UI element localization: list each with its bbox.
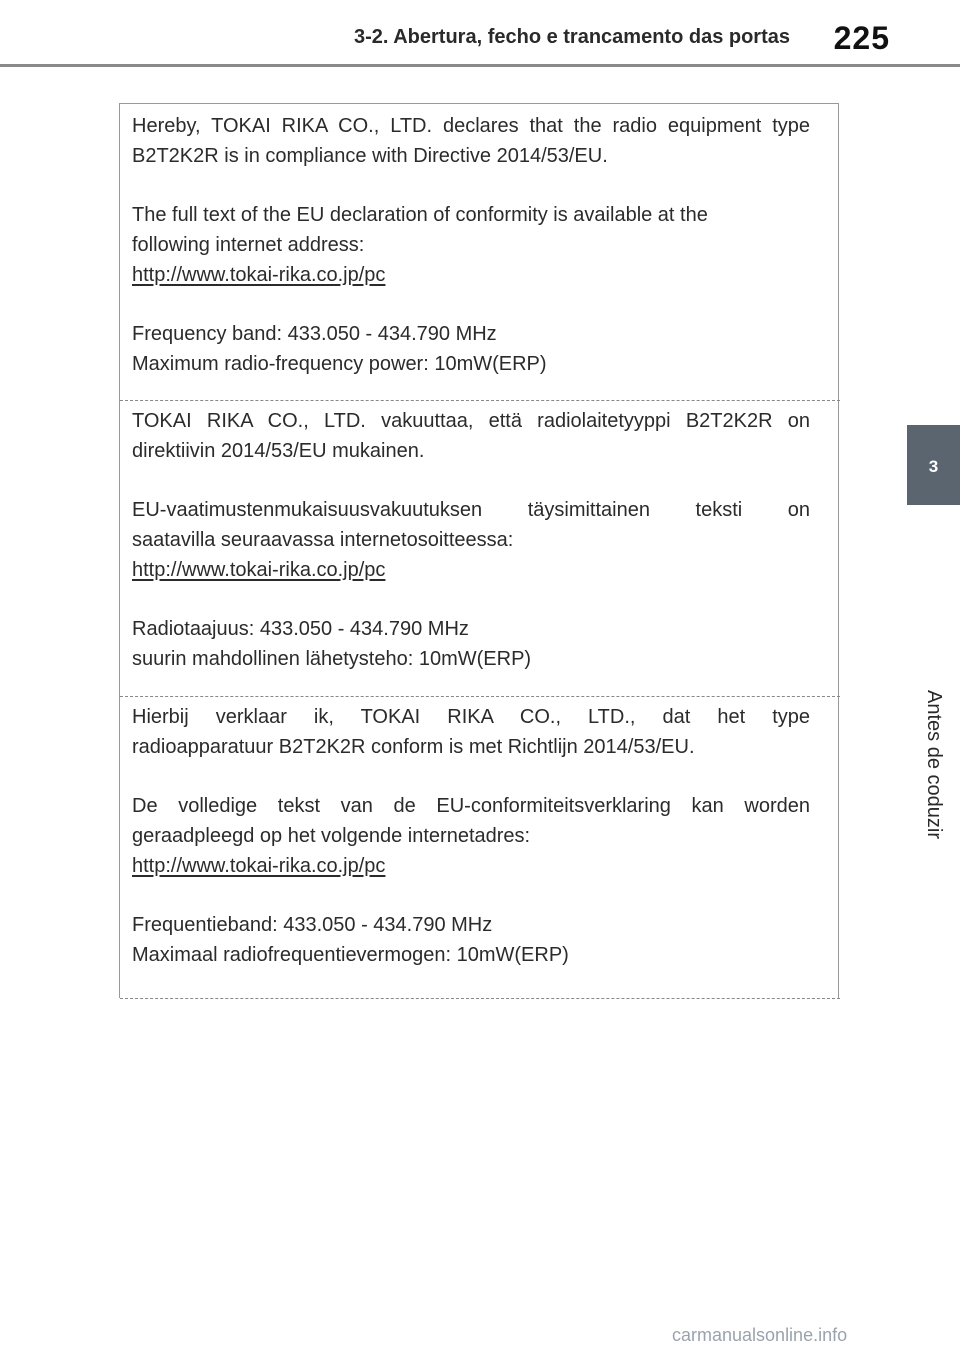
declaration-line: direktiivin 2014/53/EU mukainen.: [132, 440, 425, 462]
frequency-band-text: Frequency band: 433.050 - 434.790 MHz: [132, 323, 497, 345]
max-power-text: Maximum radio-frequency power: 10mW(ERP): [132, 353, 547, 375]
declaration-section-finnish: [120, 401, 840, 697]
declaration-line: Hierbij verklaar ik, TOKAI RIKA CO., LTD., dat het type: [132, 706, 810, 728]
max-power-text: suurin mahdollinen lähetysteho: 10mW(ERP): [132, 648, 532, 670]
fulltext-line: The full text of the EU declaration of conformity is available at the: [132, 204, 708, 226]
declaration-section-dutch: [120, 697, 840, 999]
site-watermark: carmanualsonline.info: [672, 1325, 848, 1345]
chapter-number: 3: [928, 457, 939, 476]
chapter-tab: [907, 425, 960, 505]
chapter-label: Antes de coduzir: [923, 690, 945, 839]
fulltext-line: De volledige tekst van de EU-conformiteitsverklaring kan worden: [132, 795, 810, 817]
fulltext-line: EU-vaatimustenmukaisuusvakuutuksen täysimittainen teksti on: [132, 499, 810, 521]
declaration-paragraph: [132, 702, 810, 762]
declaration-paragraph: [132, 406, 810, 466]
header-divider: [0, 64, 960, 67]
fulltext-paragraph: [132, 200, 810, 290]
fulltext-line: following internet address:: [132, 234, 365, 256]
section-title: 3-2. Abertura, fecho e trancamento das portas: [353, 26, 790, 48]
radio-specs-paragraph: [132, 319, 810, 379]
declaration-paragraph: [132, 111, 810, 171]
declaration-line: Hereby, TOKAI RIKA CO., LTD. declares that the radio equipment type: [132, 115, 810, 137]
fulltext-paragraph: [132, 495, 810, 585]
frequency-band-text: Frequentieband: 433.050 - 434.790 MHz: [132, 914, 493, 936]
radio-specs-paragraph: [132, 614, 810, 674]
declaration-url-link[interactable]: http://www.tokai-rika.co.jp/pc: [132, 855, 386, 877]
declaration-line: TOKAI RIKA CO., LTD. vakuuttaa, että radiolaitetyyppi B2T2K2R on: [132, 410, 810, 432]
fulltext-line: geraadpleegd op het volgende internetadres:: [132, 825, 531, 847]
declaration-box: [119, 103, 839, 998]
declaration-url-link[interactable]: http://www.tokai-rika.co.jp/pc: [132, 559, 386, 581]
declaration-url-link[interactable]: http://www.tokai-rika.co.jp/pc: [132, 264, 386, 286]
declaration-line: B2T2K2R is in compliance with Directive 2014/53/EU.: [132, 145, 608, 167]
radio-specs-paragraph: [132, 910, 810, 970]
frequency-band-text: Radiotaajuus: 433.050 - 434.790 MHz: [132, 618, 469, 640]
page-header: [0, 0, 960, 70]
fulltext-paragraph: [132, 791, 810, 881]
declaration-line: radioapparatuur B2T2K2R conform is met Richtlijn 2014/53/EU.: [132, 736, 695, 758]
max-power-text: Maximaal radiofrequentievermogen: 10mW(ERP): [132, 944, 569, 966]
fulltext-line: saatavilla seuraavassa internetosoitteessa:: [132, 529, 514, 551]
declaration-section-english: [120, 104, 840, 401]
page-number: 225: [833, 20, 890, 56]
